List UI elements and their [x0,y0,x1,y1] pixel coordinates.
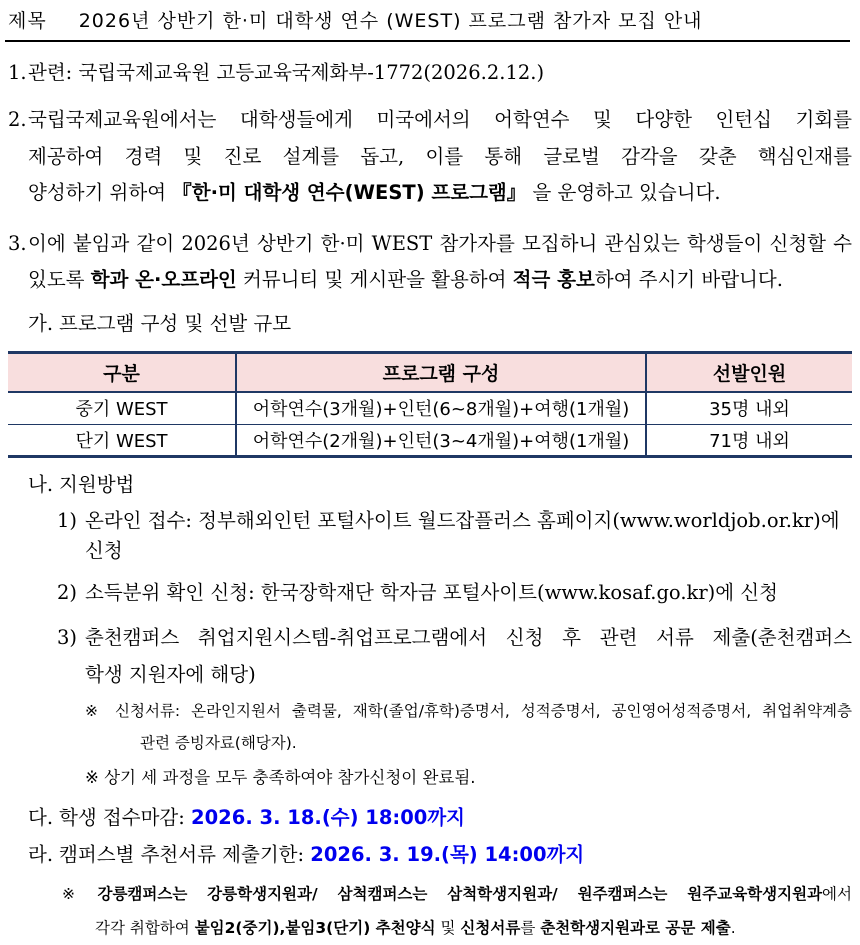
paragraph-line [28,175,852,212]
cell-composition: 어학연수(3개월)+인턴(6~8개월)+여행(1개월) [236,392,646,424]
document-title: 2026년 상반기 한·미 대학생 연수 (WEST) 프로그램 참가자 모집 안내 [78,10,703,32]
cell-quota: 71명 내외 [646,424,852,456]
note-line [8,877,852,911]
reference-mark: ※ [62,884,90,903]
cell-category: 단기 WEST [8,424,236,456]
col-header-composition: 프로그램 구성 [236,352,646,392]
campus-deadline-value: 2026. 3. 19.(목) 14:00까지 [310,842,585,866]
table-row [8,424,852,456]
section-title: 프로그램 구성 및 선발 규모 [59,311,292,335]
method-online-apply [8,506,852,566]
note-campus-submission [8,877,852,945]
col-header-category: 구분 [8,352,236,392]
deadline-label: 캠퍼스별 추천서류 제출기한: [59,842,305,866]
paragraph-text: 양성하기 위하여 [28,181,173,204]
student-deadline-value: 2026. 3. 18.(수) 18:00까지 [191,805,466,829]
title-divider [5,40,850,42]
table-header-row [8,352,852,392]
paragraph-related [8,58,852,88]
cell-quota: 35명 내외 [646,392,852,424]
note-line: ※ 신청서류: 온라인지원서 출력물, 재학(졸업/휴학)증명서, 성적증명서, 공인영어성적증명서, 취업취약계층 [85,701,852,720]
document-subject-row [8,8,852,34]
paragraph-text: 하여 주시기 바랍니다. [594,268,783,291]
student-deadline-line [8,803,852,833]
paragraph-text: 관련: 국립국제교육원 고등교육국제화부-1772(2026.2.12.) [28,61,545,84]
paragraph-text: 커뮤니티 및 게시판을 활용하여 [236,268,513,291]
col-header-quota: 선발인원 [646,352,852,392]
paragraph-program-intro [8,102,852,212]
channel-emphasis: 학과 온·오프라인 [90,268,237,291]
subject-label: 제목 [8,10,47,32]
paragraph-line: 이에 붙임과 같이 2026년 상반기 한·미 WEST 참가자를 모집하니 관심있는 학생들이 신청할 수 [28,231,852,255]
section-label: 가. [28,311,54,335]
list-number: 3. [8,231,27,255]
submission-emphasis: 춘천학생지원과로 공문 제출 [540,918,731,937]
list-number: 1) [57,508,78,532]
section-title: 지원방법 [59,472,135,496]
list-number: 1. [8,61,27,84]
campus-offices-emphasis: 강릉캠퍼스는 강릉학생지원과/ 삼척캠퍼스는 삼척학생지원과/ 원주캠퍼스는 원주교육학생지원과 [97,884,823,903]
list-number: 3) [57,625,78,649]
list-number: 2) [57,580,78,604]
table-row [8,392,852,424]
method-line: 학생 지원자에 해당) [85,662,256,686]
method-text: 온라인 접수: 정부해외인턴 포털사이트 월드잡플러스 홈페이지(www.worldjob.or.kr)에 신청 [85,508,840,562]
program-table-wrapper [8,351,852,458]
attachment-emphasis: 붙임2(중기),붙임3(단기) 추천양식 [194,918,436,937]
paragraph-text: 을 운영하고 있습니다. [526,181,721,204]
section-heading-program [8,309,852,339]
method-text: 소득분위 확인 신청: 한국장학재단 학자금 포털사이트(www.kosaf.go.kr)에 신청 [85,580,778,604]
program-table [8,351,852,458]
note-text: 를 [520,918,541,937]
note-text: 각각 취합하여 [95,918,195,937]
paragraph-text: 있도록 [28,268,91,291]
note-completion-requirement: ※ 상기 세 과정을 모두 충족하여야 참가신청이 완료됨. [85,767,476,787]
list-number: 2. [8,108,27,131]
section-heading-apply [8,470,852,500]
note-line: 관련 증빙자료(해당자). [140,733,297,752]
section-label: 라. [28,842,54,866]
paragraph-line [28,262,852,299]
documents-emphasis: 신청서류 [460,918,521,937]
note-text: 에서 [822,884,852,903]
method-line: 춘천캠퍼스 취업지원시스템-취업프로그램에서 신청 후 관련 서류 제출(춘천캠퍼스 [85,625,852,649]
campus-deadline-line [8,840,852,870]
paragraph-line: 국립국제교육원에서는 대학생들에게 미국에서의 어학연수 및 다양한 인턴십 기회를 [28,108,852,131]
method-income-check [8,578,852,608]
paragraph-line: 제공하여 경력 및 진로 설계를 돕고, 이를 통해 글로벌 감각을 갖춘 핵심인재를 [28,144,852,168]
program-name-emphasis: 『한·미 대학생 연수(WEST) 프로그램』 [172,181,527,204]
method-campus-system [8,619,852,693]
note-line [8,911,852,945]
promote-emphasis: 적극 홍보 [512,268,595,291]
note-text: . [730,918,736,937]
paragraph-promotion-request [8,226,852,299]
note-text: 및 [435,918,461,937]
section-label: 나. [28,472,54,496]
section-label: 다. [28,805,54,829]
cell-category: 중기 WEST [8,392,236,424]
deadline-label: 학생 접수마감: [59,805,185,829]
note-required-documents [8,695,852,759]
cell-composition: 어학연수(2개월)+인턴(3~4개월)+여행(1개월) [236,424,646,456]
